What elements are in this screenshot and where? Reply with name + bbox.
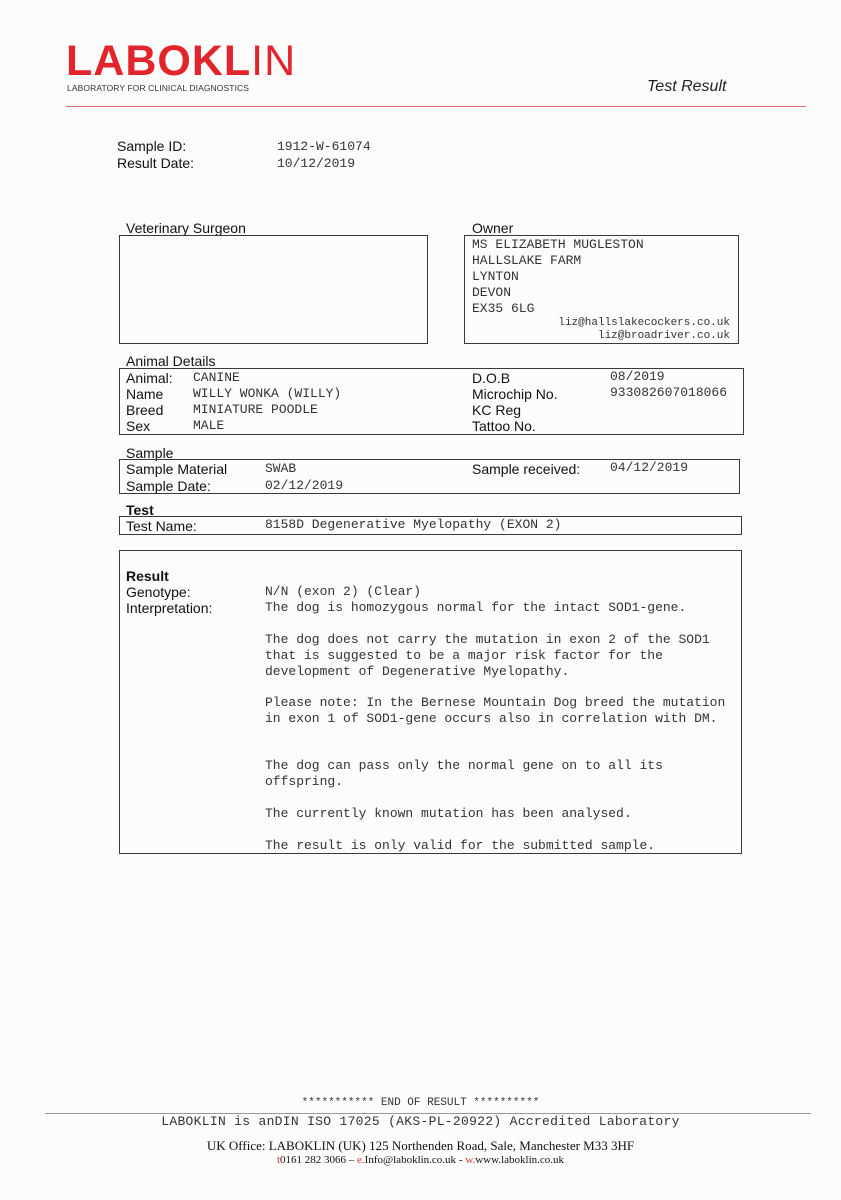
phone-number: 0161 282 3066 xyxy=(280,1154,347,1166)
interpretation-paragraph: Please note: In the Bernese Mountain Dog breed the mutation in exon 1 of SOD1-gene occurs also in correlation with DM. xyxy=(265,695,726,726)
dob-value: 08/2019 xyxy=(610,369,665,384)
sample-material-label: Sample Material xyxy=(126,461,228,477)
owner-box xyxy=(464,235,739,344)
logo-tagline: LABORATORY FOR CLINICAL DIAGNOSTICS xyxy=(67,83,250,93)
kc-reg-label: KC Reg xyxy=(472,402,522,418)
result-heading: Result xyxy=(126,568,169,584)
owner-line: HALLSLAKE FARM xyxy=(472,253,582,268)
name-label: Name xyxy=(126,386,164,402)
test-name-label: Test Name: xyxy=(126,518,197,534)
accreditation-line: LABOKLIN is anDIN ISO 17025 (AKS-PL-20922) Accredited Laboratory xyxy=(161,1114,680,1129)
sample-received-value: 04/12/2019 xyxy=(610,460,689,475)
result-date-label: Result Date: xyxy=(117,155,195,171)
dob-label: D.O.B xyxy=(472,370,511,386)
owner-line: DEVON xyxy=(472,285,512,300)
owner-line: EX35 6LG xyxy=(472,301,535,316)
logo-main-text: LABOKL xyxy=(66,37,252,85)
interpretation-paragraph: The result is only valid for the submitted sample. xyxy=(265,838,656,853)
sex-value: MALE xyxy=(193,418,225,433)
vet-heading: Veterinary Surgeon xyxy=(126,220,246,236)
email-prefix: e. xyxy=(357,1154,365,1166)
interpretation-paragraph: The dog is homozygous normal for the intact SOD1-gene. xyxy=(265,600,687,615)
animal-label: Animal: xyxy=(126,370,173,386)
breed-value: MINIATURE POODLE xyxy=(193,402,318,417)
result-date-value: 10/12/2019 xyxy=(277,156,356,171)
test-name-value: 8158D Degenerative Myelopathy (EXON 2) xyxy=(265,517,562,532)
separator: - xyxy=(456,1154,466,1166)
header-divider xyxy=(66,106,806,107)
microchip-label: Microchip No. xyxy=(472,386,558,402)
owner-email: liz@broadriver.co.uk xyxy=(597,330,730,342)
sample-id-value: 1912-W-61074 xyxy=(277,139,371,154)
name-value: WILLY WONKA (WILLY) xyxy=(193,386,342,401)
sample-date-value: 02/12/2019 xyxy=(265,478,344,493)
sample-date-label: Sample Date: xyxy=(126,478,211,494)
owner-heading: Owner xyxy=(472,220,514,236)
phone-prefix: t xyxy=(276,1154,281,1166)
contact-line xyxy=(0,1154,841,1166)
sample-received-label: Sample received: xyxy=(472,461,581,477)
separator: – xyxy=(346,1154,358,1166)
owner-line: LYNTON xyxy=(472,269,519,284)
interpretation-paragraph: The dog can pass only the normal gene on to all its offspring. xyxy=(265,758,663,789)
sample-material-value: SWAB xyxy=(265,461,297,476)
sample-heading: Sample xyxy=(126,445,174,461)
animal-value: CANINE xyxy=(193,370,240,385)
sex-label: Sex xyxy=(126,418,151,434)
sample-id-label: Sample ID: xyxy=(117,138,187,154)
document-title: Test Result xyxy=(647,78,727,95)
test-heading: Test xyxy=(126,502,154,518)
owner-line: MS ELIZABETH MUGLESTON xyxy=(472,237,644,252)
genotype-label: Genotype: xyxy=(126,584,191,600)
genotype-value: N/N (exon 2) (Clear) xyxy=(265,584,422,599)
owner-emails xyxy=(558,317,730,343)
interpretation-label: Interpretation: xyxy=(126,600,213,616)
interpretation-paragraph: The dog does not carry the mutation in exon 2 of the SOD1 that is suggested to be a major risk factor for the development of Degenerative Myelopathy. xyxy=(265,632,710,679)
web-prefix: w. xyxy=(465,1154,476,1166)
microchip-value: 933082607018066 xyxy=(610,385,728,400)
animal-heading: Animal Details xyxy=(126,353,216,369)
website-link[interactable]: www.laboklin.co.uk xyxy=(475,1154,565,1166)
vet-box xyxy=(119,235,428,344)
tattoo-label: Tattoo No. xyxy=(472,418,536,434)
uk-office-address: UK Office: LABOKLIN (UK) 125 Northenden Road, Sale, Manchester M33 3HF xyxy=(206,1138,635,1153)
interpretation-paragraph: The currently known mutation has been analysed. xyxy=(265,806,632,821)
email-address[interactable]: Info@laboklin.co.uk xyxy=(364,1154,457,1166)
owner-email: liz@hallslakecockers.co.uk xyxy=(558,317,730,329)
laboklin-logo xyxy=(66,37,297,85)
breed-label: Breed xyxy=(126,402,164,418)
owner-address xyxy=(472,237,644,317)
end-of-result: *********** END OF RESULT ********** xyxy=(301,1097,540,1109)
logo-thin-text: IN xyxy=(251,37,297,85)
